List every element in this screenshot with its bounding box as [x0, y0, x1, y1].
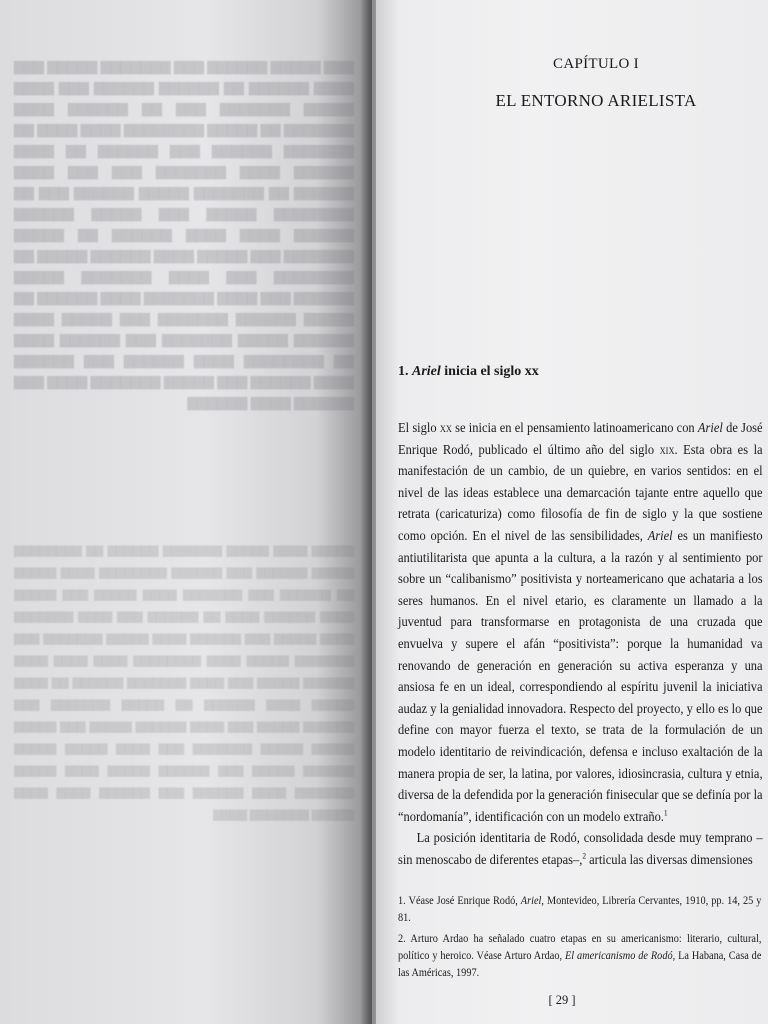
chapter-title: EL ENTORNO ARIELISTA [495, 91, 697, 110]
left-page-faded-footnotes: ▇▇▇▇▇ ▇▇▇▇ ▇▇▇▇▇ ▇▇▇▇▇▇▇ ▇▇▇▇▇▇ ▇▇ ▇▇▇▇▇▇▇▇ ▇▇▇▇▇ ▇▇▇▇▇▇ ▇▇▇ ▇▇▇▇▇▇ ▇▇▇▇▇▇▇▇ ▇▇▇▇ ▇▇▇▇▇ ▇▇ ▇▇▇▇▇▇ ▇▇▇ ▇▇▇▇▇▇▇ ▇▇▇▇ ▇▇▇▇▇ ▇▇▇ ▇▇▇▇▇ ▇▇▇▇ ▇▇▇▇▇▇ ▇▇▇▇ ▇▇ ▇▇▇▇▇▇ ▇▇▇ ▇▇▇▇ ▇▇▇▇▇▇▇ ▇▇▇▇ ▇▇▇▇▇ ▇▇▇ ▇▇▇▇▇▇ ▇▇▇▇ ▇▇▇▇▇ ▇▇▇▇▇▇▇ ▇▇▇ ▇▇▇▇▇▇▇ ▇▇▇▇▇ ▇▇▇▇ ▇▇▇▇▇▇▇▇ ▇▇▇▇ ▇▇▇▇ ▇▇▇▇ ▇▇▇▇▇▇ ▇▇▇▇▇ ▇▇▇ ▇▇▇▇ ▇▇▇▇▇▇▇ ▇▇▇▇▇▇ ▇▇ ▇▇▇▇ ▇▇▇▇▇ ▇▇▇▇ ▇▇▇▇▇▇ ▇▇ ▇▇▇▇▇ ▇▇▇▇▇▇▇ ▇▇▇ ▇▇▇▇▇▇ ▇▇▇▇▇ ▇▇▇ ▇▇▇▇ ▇▇▇▇▇▇ ▇▇▇▇▇ ▇▇▇ ▇▇▇▇▇ ▇▇▇▇▇ ▇▇▇▇▇ ▇▇▇▇▇▇▇ ▇▇▇ ▇▇▇▇ ▇▇▇▇▇ ▇▇▇▇▇ ▇▇▇▇▇▇ ▇▇▇▇▇ ▇▇▇ ▇▇▇▇▇▇ ▇▇▇▇▇ ▇▇▇▇ ▇▇▇▇▇ ▇▇▇▇▇▇▇ ▇▇▇▇ ▇▇▇▇▇▇ ▇▇▇ ▇▇▇▇▇▇ ▇▇▇▇ ▇▇▇▇ ▇▇▇▇▇ ▇▇▇▇▇▇▇ ▇▇▇▇ [14, 545, 354, 821]
text-run: se inicia en el pensamiento latinoamericano con [451, 420, 698, 435]
text-run: El siglo [398, 420, 440, 435]
paragraph [398, 827, 763, 870]
section-number: 1. [398, 364, 409, 379]
section-title-rest: inicia el siglo xx [440, 364, 539, 379]
footnote-marker: 1 [663, 808, 668, 818]
left-page-faded-body-text: ▇▇▇ ▇▇▇▇▇ ▇▇▇▇▇▇ ▇▇▇ ▇▇▇▇▇▇▇ ▇▇▇▇▇ ▇▇▇ ▇▇▇▇ ▇▇▇▇▇▇ ▇▇ ▇▇▇▇▇▇ ▇▇▇▇▇▇ ▇▇▇ ▇▇▇▇ ▇▇▇▇▇ ▇▇▇▇▇▇▇ ▇▇▇ ▇▇ ▇▇▇▇▇▇ ▇▇▇▇ ▇▇▇▇▇▇▇ ▇▇ ▇▇▇▇▇ ▇▇▇▇▇▇▇▇ ▇▇▇▇ ▇▇▇▇ ▇▇ ▇▇▇▇▇▇▇ ▇▇▇▇▇▇ ▇▇▇ ▇▇▇▇▇▇ ▇▇ ▇▇▇▇ ▇▇▇▇▇▇ ▇▇▇▇ ▇▇▇▇▇▇▇ ▇▇▇ ▇▇▇ ▇▇▇▇ ▇▇▇▇▇▇ ▇▇ ▇▇▇▇▇▇▇ ▇▇▇▇▇ ▇▇▇▇▇▇ ▇▇▇ ▇▇ ▇▇▇▇▇▇▇▇ ▇▇▇▇▇ ▇▇▇ ▇▇▇▇▇ ▇▇▇▇▇▇ ▇▇▇▇▇▇ ▇▇▇▇ ▇▇▇▇ ▇▇▇▇▇▇ ▇▇ ▇▇▇▇▇ ▇▇▇▇▇▇▇ ▇▇▇ ▇▇▇▇▇ ▇▇▇▇ ▇▇▇▇▇▇ ▇▇▇▇▇ ▇▇ ▇▇▇▇▇▇▇▇ ▇▇▇ ▇▇▇▇ ▇▇▇▇▇▇▇ ▇▇▇▇▇ ▇▇▇▇▇▇ ▇▇▇ ▇▇▇▇ ▇▇▇▇▇▇▇ ▇▇▇▇ ▇▇▇▇▇▇ ▇▇ ▇▇▇▇▇ ▇▇▇▇▇▇ ▇▇▇▇▇▇▇ ▇▇▇ ▇▇▇▇▇ ▇▇▇▇ ▇▇▇▇▇▇ ▇▇▇▇▇ ▇▇▇▇▇▇▇ ▇▇▇ ▇▇▇▇▇▇ ▇▇▇▇ ▇▇ ▇▇▇▇▇▇▇▇ ▇▇▇▇ ▇▇▇▇▇▇ ▇▇▇ ▇▇▇▇▇▇ ▇▇▇▇ ▇▇▇▇▇▇ ▇▇▇ ▇▇▇▇▇ ▇▇▇▇▇▇▇ ▇▇▇▇ ▇▇▇ ▇▇▇▇▇▇ ▇▇▇▇ ▇▇▇▇▇▇ [14, 59, 354, 410]
text-run: de José Enrique Rodó, publicado el último año del siglo [398, 420, 763, 457]
paragraph [398, 417, 763, 827]
italic-text: Ariel [520, 895, 542, 907]
small-caps-text: xix [659, 441, 675, 457]
text-run: , La Habana, Casa de las Américas, 1997. [398, 950, 762, 979]
italic-text: El americanismo de Rodó [565, 950, 673, 962]
text-run: 1. Véase José Enrique Rodó, [398, 895, 521, 907]
footnote-marker: 2 [582, 851, 587, 861]
footnote [398, 931, 761, 982]
text-run: 2. Arturo Ardao ha señalado cuatro etapas en su americanismo: literario, cultural, político y heroico. Véase Arturo Ardao, [398, 933, 762, 962]
chapter-label: CAPÍTULO I [553, 56, 639, 72]
section-title-italic: Ariel [412, 364, 441, 379]
italic-text: Ariel [697, 420, 723, 435]
text-run: articula las diversas dimensiones [586, 851, 753, 867]
text-run: es un manifiesto antiutilitarista que apunta a la cultura, a la razón y al sentimiento por sobre un “calibanismo” positivista y norteamericano que achataria a los seres humanos. En el nivel etario, es claramente un llamado a la juventud para transformarse en protagonista de una cruzada que envuelva y supere el afán “positivista”: porque la humanidad va renovando de generación en generación su activa esperanza y una ansiosa fe en un ideal, correspondiendo al espíritu juvenil la iniciativa audaz y la genialidad innovadora. Respecto del proyecto, y ello es lo que define con mayor fuerza el texto, se trata de la formulación de un modelo identitario de reivindicación, defensa e incluso exaltación de la manera propia de ser, la latina, por valores, idiosincrasia, cultura y etnia, diversa de la defendida por la generación finisecular que se definía por la “nordomanía”, identificación con un modelo extraño. [398, 527, 763, 824]
footnotes [398, 893, 761, 986]
left-page-bleedthrough [0, 0, 372, 1024]
section-heading [398, 364, 758, 380]
body-text [398, 417, 763, 870]
page-number: [ 29 ] [548, 993, 576, 1007]
footnote [398, 893, 761, 927]
italic-text: Ariel [647, 527, 673, 543]
text-run: , Montevideo, Librería Cervantes, 1910, pp. 14, 25 y 81. [398, 895, 762, 924]
text-run: . Esta obra es la manifestación de un cambio, de un quiebre, en varios sentidos: en el nivel de las ideas establece una demarcación tajante entre aquello que retrata (caricaturiza) como filosofía de fin de siglo y la que sostiene como opción. En el nivel de las sensibilidades, [398, 441, 763, 543]
small-caps-text: xx [439, 420, 452, 435]
right-page [376, 0, 768, 1024]
text-run: La posición identitaria de Rodó, consolidada desde muy temprano –sin menoscabo de diferentes etapas–, [398, 830, 763, 867]
